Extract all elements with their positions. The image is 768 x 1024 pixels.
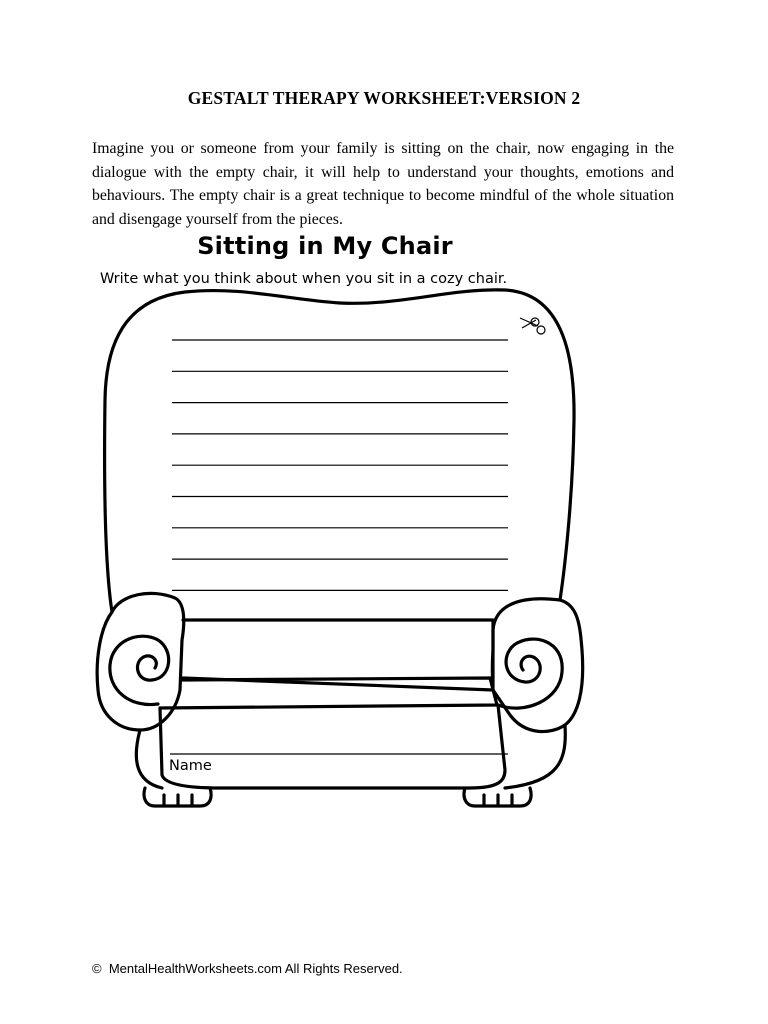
intro-paragraph: Imagine you or someone from your family is sitting on the chair, now engaging in the dialogue with the empty chair, it will help to understand your thoughts, emotions and behaviours. The empty chair is a great technique to become mindful of the whole situation and disengage yourself from the pieces.	[92, 140, 674, 228]
scissors-icon	[520, 318, 545, 334]
name-label: Name	[169, 758, 212, 774]
footer-text: MentalHealthWorksheets.com All Rights Reserved.	[108, 961, 403, 976]
page-title: GESTALT THERAPY WORKSHEET:VERSION 2	[187, 88, 581, 108]
worksheet-instruction: Write what you think about when you sit in a cozy chair.	[100, 271, 508, 287]
chair-bottom	[136, 730, 162, 788]
copyright-symbol: ©	[92, 961, 102, 976]
right-scroll	[498, 639, 562, 708]
chair-bottom-right	[505, 725, 565, 788]
left-scroll	[110, 636, 169, 704]
worksheet-title: Sitting in My Chair	[197, 232, 453, 260]
writing-lines	[172, 340, 508, 590]
chair-back-outline	[105, 290, 575, 612]
chair-base	[160, 705, 505, 788]
footer	[92, 961, 403, 976]
